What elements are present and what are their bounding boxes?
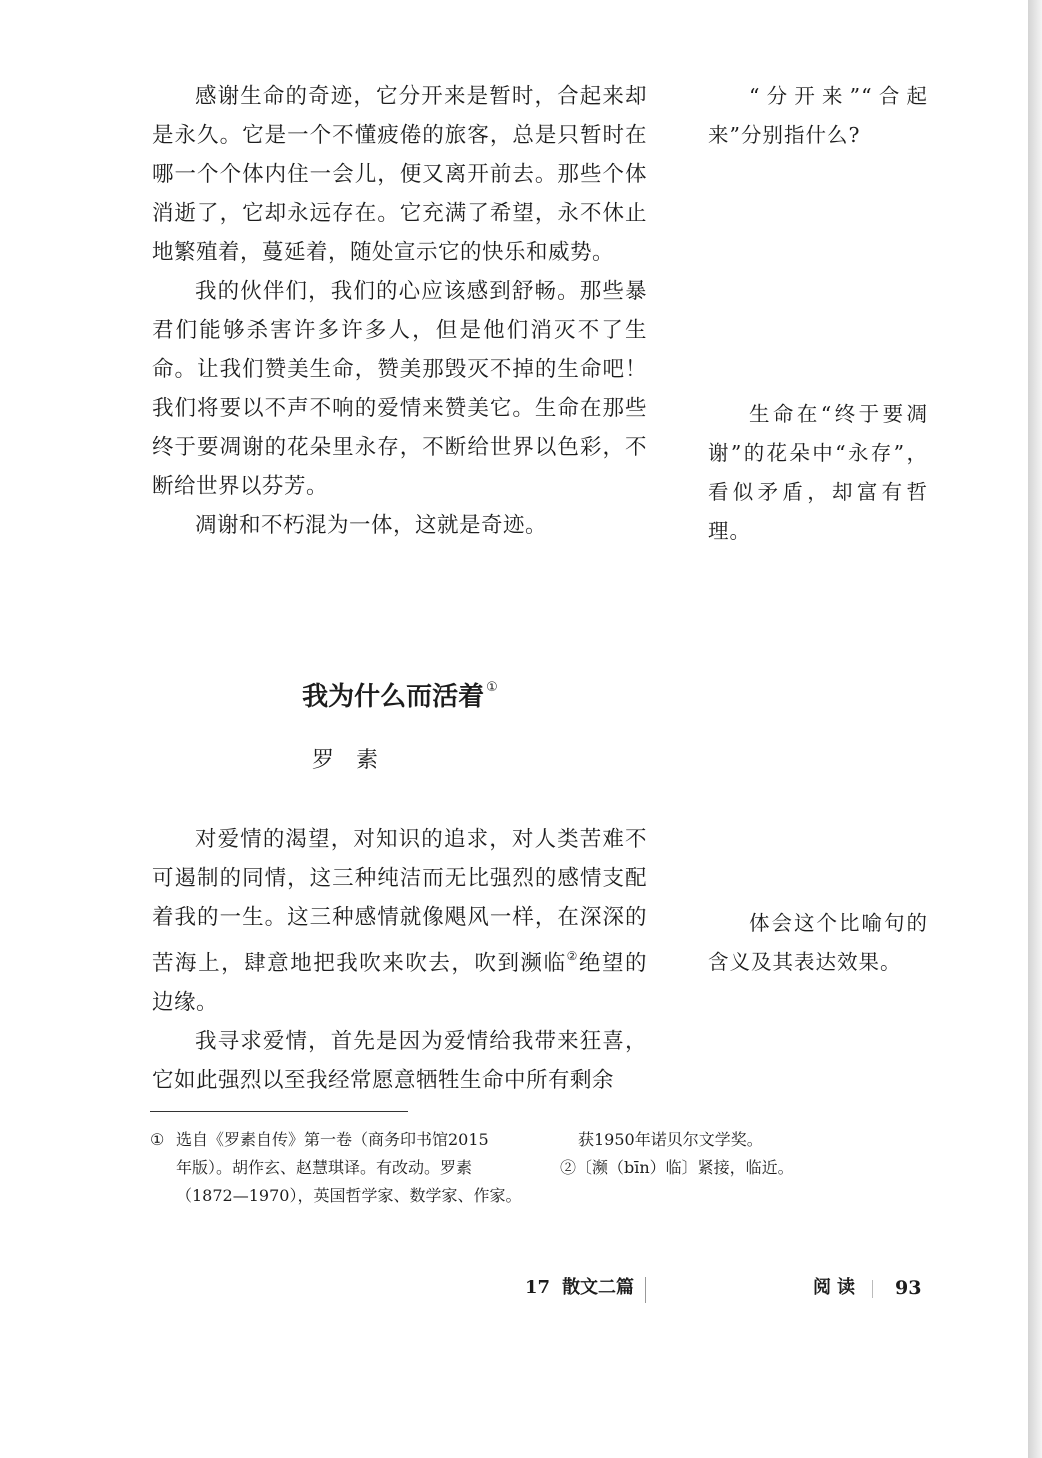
footnote-ref-1: ① xyxy=(486,680,498,695)
side-note-2 xyxy=(708,395,928,551)
footnote-marker: ① xyxy=(150,1130,165,1149)
main-text-section-1 xyxy=(152,77,647,545)
footnote-1 xyxy=(150,1126,522,1210)
side-note-text: 体会这个比喻句的含义及其表达效果。 xyxy=(708,911,928,974)
footer-divider xyxy=(872,1280,873,1298)
page-edge-shadow xyxy=(1028,0,1042,1458)
paragraph-text: 对爱情的渴望，对知识的追求，对人类苦难不可遏制的同情，这三种纯洁而无比强烈的感情支配着我的一生。这三种感情就像飓风一样，在深深的苦海上，肆意地把我吹来吹去，吹到濒临 xyxy=(152,827,647,976)
paragraph: 我的伙伴们，我们的心应该感到舒畅。那些暴君们能够杀害许多许多人，但是他们消灭不了生命。让我们赞美生命，赞美那毁灭不掉的生命吧！我们将要以不声不响的爱情来赞美它。生命在那些终于要凋谢的花朵里永存，不断给世界以色彩，不断给世界以芬芳。 xyxy=(152,279,647,499)
footnote-divider xyxy=(150,1111,408,1112)
footnote-line: 获1950年诺贝尔文学奖。 xyxy=(578,1130,763,1149)
footnote-line: （1872—1970），英国哲学家、数学家、作家。 xyxy=(176,1186,522,1205)
main-text-section-2 xyxy=(152,820,647,1100)
paragraph: 凋谢和不朽混为一体，这就是奇迹。 xyxy=(195,513,548,538)
essay-title-text: 我为什么而活着 xyxy=(302,682,485,712)
side-note-text: “分开来”“合起来”分别指什么? xyxy=(708,84,928,147)
footnote-line: 年版）。胡作玄、赵慧琪译。有改动。罗素 xyxy=(176,1158,473,1177)
footnote-line xyxy=(150,1126,522,1154)
footer-chapter xyxy=(525,1274,634,1302)
footnote-text: 选自《罗素自传》第一卷（商务印书馆2015 xyxy=(176,1130,489,1149)
paragraph xyxy=(152,820,647,1022)
essay-title xyxy=(0,668,800,717)
paragraph-text: 绝望的边缘。 xyxy=(152,951,647,1015)
page-number: 93 xyxy=(895,1277,922,1299)
paragraph: 感谢生命的奇迹，它分开来是暂时，合起来却是永久。它是一个不懂疲倦的旅客，总是只暂时在哪一个个体内住一会儿，便又离开前去。那些个体消逝了，它却永远存在。它充满了希望，永不休止地繁殖着，蔓延着，随处宣示它的快乐和威势。 xyxy=(152,84,647,265)
footnote-ref-2: ② xyxy=(566,949,579,963)
chapter-number: 17 xyxy=(525,1277,551,1298)
footnote-2: ②〔濒（bīn）临〕紧接，临近。 xyxy=(560,1158,794,1177)
author-name: 罗素 xyxy=(312,748,401,773)
footnote-right-column xyxy=(560,1126,860,1182)
paragraph: 我寻求爱情，首先是因为爱情给我带来狂喜，它如此强烈以至我经常愿意牺牲生命中所有剩余 xyxy=(152,1029,647,1093)
footer-divider xyxy=(645,1277,646,1303)
side-note-text: 生命在“终于要凋谢”的花朵中“永存”，看似矛盾，却富有哲理。 xyxy=(708,402,928,543)
side-note-3 xyxy=(708,904,928,982)
footer-section-label: 阅读 xyxy=(813,1277,861,1298)
side-note-1 xyxy=(708,77,928,155)
chapter-title: 散文二篇 xyxy=(562,1277,635,1298)
